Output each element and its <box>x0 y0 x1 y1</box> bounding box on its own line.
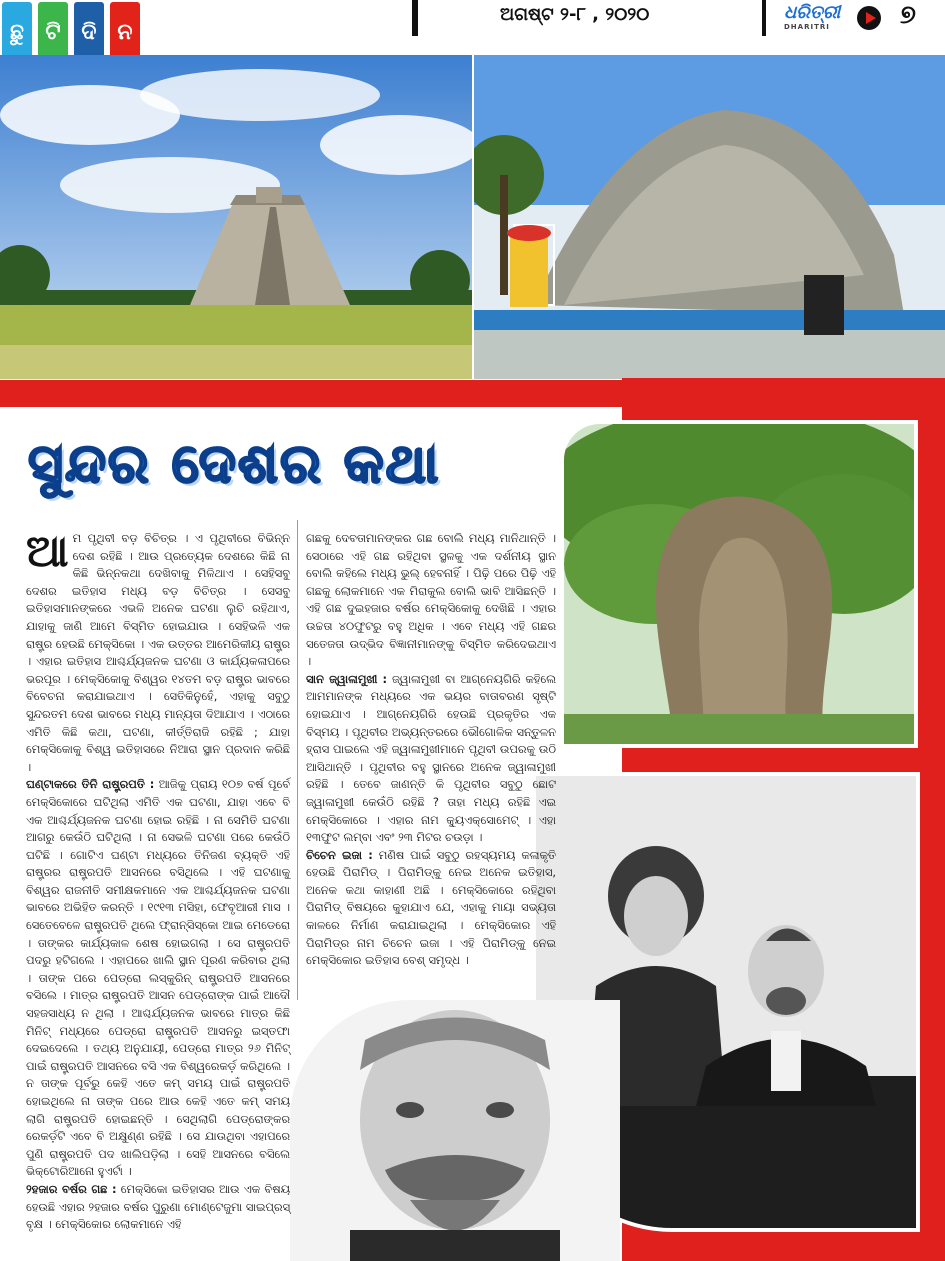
play-icon <box>857 6 881 30</box>
logo-tile-2: ଟି <box>38 2 68 62</box>
paragraph-body: ଜ୍ୱାଳାମୁଖୀ ବା ଆଗ୍ନେୟଗିରି କହିଲେ ଆମମାନଙ୍କ ମଧ୍ୟରେ ଏକ ଭୟର ବାତାବରଣ ସୃଷ୍ଟି ହୋଇଯାଏ । ଆଗ୍ନେୟଗିରି ହେଉଛି ପ୍ରକୃତିର ଏକ ବିସ୍ମୟ । ପୃଥିବୀର ଅଭ୍ୟନ୍ତରରେ ଭୌଗୋଳିକ ସନ୍ତୁଳନ ହ୍ରାସ ପାଇଲେ ଏହି ଜ୍ୱାଳାମୁଖୀମାନେ ପୃଥିବୀ ଉପରକୁ ଉଠି ଆସିଥାନ୍ତି । ପୃଥିବୀର ବହୁ ସ୍ଥାନରେ ଅନେକ ଜ୍ୱାଳାମୁଖୀ ରହିଛି । ତେବେ ଜାଣନ୍ତି କି ପୃଥିବୀର ସବୁଠୁ ଛୋଟ ଜ୍ୱାଳାମୁଖୀ କେଉଁଠି ରହିଛି ? ତାହା ମଧ୍ୟ ରହିଛି ଏଇ ମେକ୍ସିକୋରେ । ଏହାର ନାମ କ୍ୟୁଏକ୍ସୋମେଟ୍ । ଏହା ୧୩ଫୁଟ ଲମ୍ବା ଏବଂ ୨୩ ମିଟର ଚଉଡ଼ା । <box>306 671 556 845</box>
headline: ସୁନ୍ଦର ଦେଶର କଥା <box>28 432 441 495</box>
brand-sub: DHARITRI <box>784 23 830 31</box>
header-rule-left <box>412 0 418 36</box>
photo-portrait <box>290 1000 620 1261</box>
page-number: ୭ <box>900 0 916 30</box>
logo-tile-4: ନ <box>110 2 140 62</box>
paragraph <box>306 847 556 970</box>
subheading: ଚିଚେନ ଇଜା : <box>306 847 373 862</box>
brand-logo <box>784 2 840 31</box>
photo-volcano <box>474 55 945 379</box>
brand-name: ଧରିତ୍ରୀ <box>784 2 841 23</box>
paragraph <box>26 1181 290 1234</box>
issue-date: ଅଗଷ୍ଟ ୨-୮ , ୨୦୨୦ <box>500 4 650 25</box>
paragraph-body: ମେକ୍ସିକୋ ଇତିହାସର ଆଉ ଏକ ବିଷୟ ହେଉଛି ଏହାର ୨ହଜାର ବର୍ଷର ପୁରୁଣା ମୋଣ୍ଟେଜୁମା ସାଇପ୍ରସ୍ ବୃକ୍ଷ । ମେକ୍ସିକୋର ଲୋକମାନେ ଏହି <box>26 1181 290 1232</box>
paragraph <box>26 776 290 1181</box>
header-rule-right <box>762 0 766 36</box>
logo-tile-3: ଦି <box>74 2 104 62</box>
paragraph: ମ ପୃଥିବୀ ବଡ଼ ବିଚିତ୍ର । ଏ ପୃଥିବୀରେ ବିଭିନ୍ନ ଦେଶ ରହିଛି । ଆଉ ପ୍ରତ୍ୟେକ ଦେଶରେ କିଛି ନା କିଛି ଭିନ୍ନକଥା ଦେଖିବାକୁ ମିଳିଥାଏ । ସେହିସବୁ ଦେଶର ଇତିହାସ ମଧ୍ୟ ବଡ଼ ବିଚିତ୍ର । ସେସବୁ ଇତିହାସମାନଙ୍କରେ ଏଭଳି ଅନେକ ଘଟଣା ଲୁଚି ରହିଥାଏ, ଯାହାକୁ ଜାଣି ଆମେ ବିସ୍ମିତ ହୋଇଯାଉ । ସେହିଭଳି ଏକ ରାଷ୍ଟ୍ର ହେଉଛି ମେକ୍ସିକୋ । ଏକ ଉତ୍ତର ଆମେରିକୀୟ ରାଷ୍ଟ୍ର । ଏହାର ଇତିହାସ ଆଶ୍ଚର୍ଯ୍ୟଜନକ ଘଟଣା ଓ କାର୍ଯ୍ୟକଳାପରେ ଭରପୂର । ମେକ୍ସିକୋକୁ ବିଶ୍ୱର ୧୪ତମ ବଡ଼ ରାଷ୍ଟ୍ର ଭାବରେ ବିବେଚନା କରାଯାଇଥାଏ । ସେତିକିନୁହେଁ, ଏହାକୁ ସବୁଠୁ ସୁନ୍ଦରତମ ଦେଶ ଭାବରେ ମଧ୍ୟ ମାନ୍ୟତା ଦିଆଯାଏ । ଏଠାରେ ଏମିତି କିଛି କଥା, ଘଟଣା, କୀର୍ତ୍ତିରାଜି ରହିଛି ; ଯାହା ମେକ୍ସିକୋକୁ ବିଶ୍ୱ ଇତିହାସରେ ନିଆରା ସ୍ଥାନ ପ୍ରଦାନ କରିଛି । <box>26 531 290 774</box>
photo-tree <box>560 420 918 748</box>
photo-pyramid <box>0 55 472 379</box>
subheading: ସାନ ଜ୍ୱାଳାମୁଖୀ : <box>306 671 388 686</box>
paragraph-body: ଆଜିକୁ ପ୍ରାୟ ୧୦୭ ବର୍ଷ ପୂର୍ବେ ମେକ୍ସିକୋରେ ଘଟିଥିଲା ଏମିତି ଏକ ଘଟଣା, ଯାହା ଏବେ ବି ଏକ ଆଶ୍ଚର୍ଯ୍ୟଜନକ ଘଟଣା ହୋଇ ରହିଛି । ନା ସେମିତି ଘଟଣା ଆଗରୁ କେଉଁଠି ଘଟିଥିଲା । ନା ସେଭଳି ଘଟଣା ପରେ କେଉଁଠି ଘଟିଛି । ଗୋଟିଏ ଘଣ୍ଟା ମଧ୍ୟରେ ତିନିଜଣ ବ୍ୟକ୍ତି ଏହି ରାଷ୍ଟ୍ରର ରାଷ୍ଟ୍ରପତି ଆସନରେ ବସିଥିଲେ । ଏହି ଘଟଣାକୁ ବିଶ୍ୱର ରାଜନୀତି ସମୀକ୍ଷକମାନେ ଏକ ଆଶ୍ଚର୍ଯ୍ୟଜନକ ଘଟଣା ଭାବରେ ଅଭିହିତ କରନ୍ତି । ୧୯୧୩ ମସିହା, ଫେବୃଆରୀ ମାସ । ସେତେବେଳେ ରାଷ୍ଟ୍ରପତି ଥିଲେ ଫ୍ରାନ୍ସିସ୍କୋ ଆଇ ମେଡେରୋ । ତାଙ୍କର କାର୍ଯ୍ୟକାଳ ଶେଷ ହୋଇଗଲା । ସେ ରାଷ୍ଟ୍ରପତି ପଦରୁ ହଟିଗଲେ । ଏହାପରେ ଖାଲି ସ୍ଥାନ ପୂରଣ କରିବାର ଥିଲା । ତାଙ୍କ ପରେ ପେଡ୍ରୋ ଲସ୍କୁରିନ୍ ରାଷ୍ଟ୍ରପତି ଆସନରେ ବସିଲେ । ମାତ୍ର ରାଷ୍ଟ୍ରପତି ଆସନ ପେଡ୍ରୋଙ୍କ ପାଇଁ ଆଦୌ ସହଜସାଧ୍ୟ ନ ଥିଲା । ଆଶ୍ଚର୍ଯ୍ୟଜନକ ଭାବରେ ମାତ୍ର କିଛି ମିନିଟ୍ ମଧ୍ୟରେ ପେଡ୍ରୋ ରାଷ୍ଟ୍ରପତି ଆସନରୁ ଇସ୍ତଫା ଦେଇଦେଲେ । ତଥ୍ୟ ଅନୁଯାୟୀ, ପେଡ୍ରୋ ମାତ୍ର ୨୬ ମିନିଟ୍ ପାଇଁ ରାଷ୍ଟ୍ରପତି ଆସନରେ ବସି ଏକ ବିଶ୍ୱରେକର୍ଡ଼ କରିଥିଲେ । ନ ତାଙ୍କ ପୂର୍ବରୁ କେହି ଏତେ କମ୍ ସମୟ ପାଇଁ ରାଷ୍ଟ୍ରପତି ହୋଇଥିଲେ ନା ତାଙ୍କ ପରେ ଆଉ କେହି ଏତେ କମ୍ ସମୟ ଲାଗି ରାଷ୍ଟ୍ରପତି ହୋଇଛନ୍ତି । ସେଥିଲାଗି ପେଡ୍ରୋଙ୍କର ରେକର୍ଡ଼ଟି ଏବେ ବି ଅକ୍ଷୁଣ୍ଣ ରହିଛି । ସେ ଯାଉଥିବା ଏହାପରେ ପୁଣି ରାଷ୍ଟ୍ରପତି ପଦ ଖାଲିପଡ଼ିଲା । ସେହି ଆସନରେ ବସିଲେ ଭିକ୍ଟୋରିଆନୋ ହୁଏର୍ଟା । <box>26 777 290 1179</box>
logo-tile-1: ଛୁ <box>2 2 32 62</box>
column-divider <box>297 520 298 1000</box>
paragraph-body: ମଣିଷ ପାଇଁ ସବୁଠୁ ରହସ୍ୟମୟ କଳାକୃତି ହେଉଛି ପିରାମିଡ୍ । ପିରାମିଡ୍‌କୁ ନେଇ ଅନେକ ଇତିହାସ, ଅନେକ କଥା କାହାଣୀ ଅଛି । ମେକ୍ସିକୋରେ ରହିଥିବା ପିରାମିଡ୍ ବିଷୟରେ କୁହାଯାଏ ଯେ, ଏହାକୁ ମାୟା ସଭ୍ୟତା କାଳରେ ନିର୍ମାଣ କରାଯାଇଥିଲା । ମେକ୍ସିକୋର ଏହି ପିରାମିଡ୍‌ର ନାମ ଚିଚେନ ଇଜା । ଏହି ପିରାମିଡ୍‌କୁ ନେଇ ମେକ୍ସିକୋର ଇତିହାସ ବେଶ୍ ସମୃଦ୍ଧ । <box>306 847 556 968</box>
paragraph: ଗଛକୁ ଦେବତାମାନଙ୍କର ଗଛ ବୋଲି ମଧ୍ୟ ମାନିଥାନ୍ତି । ସେଠାରେ ଏହି ଗଛ ରହିଥିବା ସ୍ଥଳକୁ ଏକ ଦର୍ଶନୀୟ ସ୍ଥାନ ବୋଲି କହିଲେ ମଧ୍ୟ ଭୁଲ୍ ହେବନାହିଁ । ପିଢ଼ି ପରେ ପିଢ଼ି ଏହି ଗଛକୁ ଲୋକମାନେ ଏକ ମିରାକୁଲ ବୋଲି ଭାବି ଆସିଛନ୍ତି । ଏହି ଗଛ ଦୁଇହଜାର ବର୍ଷର ମେକ୍ସିକୋକୁ ଦେଖିଛି । ଏହାର ଉଚ୍ଚତା ୪୦ଫୁଟରୁ ବହୁ ଅଧିକ । ଏବେ ମଧ୍ୟ ଏହି ଗଛର ସତେଜତା ଉଦ୍ଭିଦ ବିଜ୍ଞାନୀମାନଙ୍କୁ ବିସ୍ମିତ କରିଦେଇଥାଏ । <box>306 531 556 669</box>
dropcap: ଆ <box>26 526 69 577</box>
subheading: ଘଣ୍ଟାକରେ ତିନି ରାଷ୍ଟ୍ରପତି : <box>26 777 155 792</box>
subheading: ୨ହଜାର ବର୍ଷର ଗଛ : <box>26 1181 117 1196</box>
article-column-1 <box>26 526 290 1234</box>
article-column-2 <box>306 530 556 970</box>
paragraph <box>306 671 556 847</box>
